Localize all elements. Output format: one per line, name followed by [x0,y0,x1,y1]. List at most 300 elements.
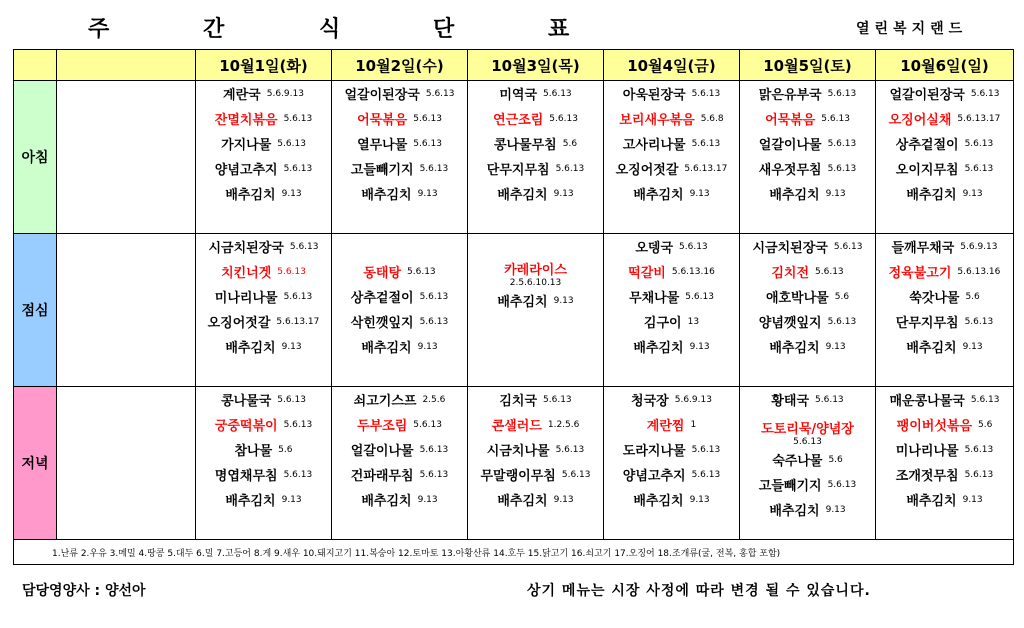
menu-item [740,334,875,359]
dish-name: 콩나물국 [221,394,272,409]
menu-item [876,487,1013,512]
allergen-codes: 9.13 [962,494,983,505]
dish-name: 들깨무채국 [891,241,955,256]
weekly-menu-table [13,49,1014,565]
dish-name: 어묵볶음 [357,113,408,128]
page-title [0,0,1024,50]
allergen-codes: 9.13 [962,188,983,199]
dish-name: 배추김치 [769,504,820,519]
dish-name: 콘샐러드 [491,419,542,434]
dish-name: 두부조림 [357,419,408,434]
dish-name: 배추김치 [497,295,548,310]
menu-item [196,334,331,359]
dish-name: 배추김치 [906,188,957,203]
dish-name: 가지나물 [221,138,272,153]
menu-item [740,156,875,181]
allergen-codes: 5.6.13 [283,419,313,430]
change-notice: 상기 메뉴는 시장 사정에 따라 변경 될 수 있습니다. [527,583,871,599]
dish-name: 김치전 [771,266,810,281]
menu-item [196,106,331,131]
dish-name: 양념고추지 [214,163,278,178]
menu-item [468,259,603,288]
menu-item [468,181,603,206]
menu-item [876,181,1013,206]
menu-item [740,81,875,106]
menu-cell [876,234,1014,387]
menu-item [332,462,467,487]
allergen-codes: 5.6.13 [413,113,442,124]
allergen-codes: 5.6.13 [964,444,994,455]
menu-item [604,487,739,512]
allergen-codes: 9.13 [689,341,710,352]
allergen-codes: 2.5.6 [422,394,446,405]
dish-name: 미나리나물 [214,291,278,306]
menu-item [468,437,603,462]
allergen-codes: 9.13 [553,188,574,199]
dish-name: 고사리나물 [622,138,686,153]
allergen-codes: 9.13 [689,494,710,505]
menu-item [604,131,739,156]
meal-row [14,387,1014,540]
dish-name: 팽이버섯볶음 [896,419,973,434]
day-header: 10월3일(목) [468,50,604,81]
menu-item [876,131,1013,156]
allergen-codes: 5.6 [562,138,578,149]
allergen-codes: 5.6.8 [700,113,724,124]
menu-item [332,131,467,156]
menu-item [468,81,603,106]
day-header: 10월4일(금) [604,50,740,81]
dish-name: 단무지무침 [895,316,959,331]
meal-label: 저녁 [14,387,57,540]
allergen-codes: 5.6.13 [283,291,313,302]
dish-name: 얼갈이된장국 [889,88,965,103]
allergen-codes: 5.6 [278,444,293,455]
menu-cell [332,81,468,234]
menu-item [604,259,739,284]
dish-name: 얼갈이나물 [758,138,822,153]
allergen-codes: 9.13 [281,188,302,199]
menu-item [332,156,467,181]
dish-name: 미역국 [499,88,538,103]
allergen-codes: 9.13 [281,341,302,352]
dish-name: 쇠고기스프 [353,394,417,409]
dish-name: 고들빼기지 [758,479,822,494]
allergen-codes: 5.6.13 [419,469,449,480]
menu-item [468,387,603,412]
menu-item [876,156,1013,181]
allergen-codes: 5.6.13 [407,266,436,277]
menu-item [332,487,467,512]
dish-name: 얼갈이된장국 [344,88,420,103]
menu-item [604,309,739,334]
menu-item [604,106,739,131]
day-header: 10월2일(수) [332,50,468,81]
dish-name: 열무나물 [357,138,408,153]
allergen-codes: 5.6.13 [283,113,313,124]
allergen-codes: 2.5.6.10.13 [509,278,562,288]
dish-name: 참나물 [234,444,273,459]
allergen-codes: 5.6.13 [691,469,721,480]
dish-name: 오징어실채 [888,113,952,128]
menu-item [740,412,875,447]
dish-name: 연근조림 [493,113,544,128]
menu-cell [604,387,740,540]
allergen-codes: 5.6.13 [821,113,850,124]
dish-name: 상추겉절이 [895,138,959,153]
allergen-codes: 5.6.13 [970,394,1000,405]
dish-name: 어묵볶음 [765,113,816,128]
allergen-codes: 5.6.13 [964,163,994,174]
allergen-codes: 5.6.13.16 [957,266,1001,277]
title-char: 간 [203,17,225,42]
menu-cell [876,387,1014,540]
dish-name: 김치국 [499,394,538,409]
menu-cell [196,234,332,387]
menu-cell [604,81,740,234]
dish-name: 오뎅국 [635,241,674,256]
menu-item [604,284,739,309]
menu-item [196,156,331,181]
dish-name: 배추김치 [225,494,276,509]
menu-item [196,131,331,156]
menu-item [196,181,331,206]
allergen-codes: 5.6.13 [793,437,822,447]
allergen-codes: 5.6.13 [277,138,306,149]
allergen-codes: 5.6.13 [691,444,721,455]
dish-name: 카레라이스 [504,263,567,278]
menu-item [196,259,331,284]
nutritionist-name: 담당영양사 : 양선아 [22,583,146,599]
blank-column [57,387,196,540]
dish-name: 오이지무침 [895,163,959,178]
day-header: 10월1일(화) [196,50,332,81]
allergen-codes: 5.6.13 [679,241,708,252]
allergen-codes: 5.6.13 [413,419,442,430]
meal-label: 점심 [14,234,57,387]
allergen-codes: 5.6.13.16 [671,266,715,277]
menu-cell [468,81,604,234]
menu-item [740,497,875,522]
dish-name: 미나리나물 [895,444,959,459]
allergen-codes: 5.6.13 [964,138,994,149]
allergen-codes: 5.6.13 [827,316,857,327]
menu-item [876,259,1013,284]
menu-item [468,234,603,259]
title-char: 식 [319,17,341,42]
allergen-codes: 5.6.13 [833,241,863,252]
allergen-codes: 13 [687,316,700,327]
menu-item [876,437,1013,462]
allergen-codes: 5.6.13 [419,444,449,455]
allergen-codes: 5.6.13 [691,88,721,99]
dish-name: 배추김치 [633,188,684,203]
dish-name: 얼갈이나물 [350,444,414,459]
dish-name: 치킨너겟 [221,266,272,281]
menu-item [332,284,467,309]
menu-item [604,334,739,359]
dish-name: 배추김치 [361,341,412,356]
allergen-codes: 5.6.13 [964,316,994,327]
allergen-codes: 5.6.13 [827,138,857,149]
dish-name: 숙주나물 [772,454,823,469]
menu-item [876,309,1013,334]
header-corner [14,50,57,81]
allergen-codes: 5.6.13 [277,394,306,405]
menu-item [468,487,603,512]
menu-item [876,284,1013,309]
menu-item [604,437,739,462]
title-char: 주 [88,17,110,42]
day-header: 10월5일(토) [740,50,876,81]
allergen-codes: 5.6 [834,291,850,302]
allergen-codes: 5.6.9.13 [266,88,304,99]
allergen-codes: 9.13 [417,341,438,352]
meal-label: 아침 [14,81,57,234]
dish-name: 청국장 [631,394,669,409]
allergen-codes: 9.13 [281,494,302,505]
allergen-codes: 5.6.13 [419,163,449,174]
dish-name: 건파래무침 [350,469,414,484]
dish-name: 양념깻잎지 [758,316,822,331]
menu-cell [740,234,876,387]
menu-item [332,106,467,131]
allergen-codes: 5.6.13 [283,163,313,174]
dish-name: 도라지나물 [622,444,686,459]
menu-cell [740,387,876,540]
menu-item [876,412,1013,437]
menu-item [332,412,467,437]
dish-name: 잔멸치볶음 [214,113,278,128]
allergen-codes: 5.6.9.13 [674,394,712,405]
menu-cell [468,387,604,540]
menu-item [196,437,331,462]
menu-item [604,81,739,106]
dish-name: 배추김치 [906,494,957,509]
allergen-codes: 5.6.13 [691,138,721,149]
menu-item [332,234,467,259]
menu-item [740,309,875,334]
dish-name: 김구이 [643,316,682,331]
menu-item [876,106,1013,131]
menu-item [332,81,467,106]
menu-item [604,156,739,181]
dish-name: 보리새우볶음 [619,113,695,128]
day-header-row [14,50,1014,81]
menu-item [876,334,1013,359]
allergen-codes: 5.6.13 [827,163,857,174]
dish-name: 계란국 [223,88,261,103]
allergen-codes: 5.6.13 [543,88,572,99]
dish-name: 배추김치 [906,341,957,356]
menu-item [740,234,875,259]
allergen-codes: 9.13 [689,188,710,199]
allergen-codes: 5.6 [828,454,843,465]
allergen-codes: 5.6.13.17 [684,163,728,174]
menu-item [196,462,331,487]
allergen-codes: 9.13 [962,341,983,352]
menu-cell [604,234,740,387]
dish-name: 삭힌깻잎지 [350,316,414,331]
dish-name: 양념고추지 [622,469,686,484]
menu-item [332,437,467,462]
dish-name: 오징어젓갈 [615,163,679,178]
menu-item [604,387,739,412]
dish-name: 시금치된장국 [752,241,828,256]
menu-item [332,309,467,334]
allergen-codes: 5.6 [978,419,993,430]
menu-item [468,156,603,181]
menu-cell [332,387,468,540]
title-char: 단 [433,17,455,42]
allergen-codes: 5.6.13 [555,163,585,174]
allergen-codes: 5.6.13 [419,316,449,327]
menu-item [740,472,875,497]
menu-cell [468,234,604,387]
menu-item [332,181,467,206]
allergen-codes: 1.2.5.6 [547,419,580,430]
allergen-codes: 5.6.13 [413,138,442,149]
dish-name: 조개젓무침 [895,469,959,484]
menu-item [196,412,331,437]
allergen-codes: 9.13 [553,494,574,505]
allergen-codes: 5.6.13 [289,241,319,252]
allergen-codes: 9.13 [553,295,574,306]
dish-name: 시금치나물 [486,444,550,459]
dish-name: 매운콩나물국 [889,394,965,409]
dish-name: 배추김치 [225,188,276,203]
menu-item [196,309,331,334]
dish-name: 궁중떡볶이 [214,419,278,434]
menu-item [332,334,467,359]
allergen-codes: 9.13 [825,504,846,515]
menu-item [468,131,603,156]
menu-item [876,234,1013,259]
menu-item [740,131,875,156]
dish-name: 배추김치 [633,494,684,509]
allergen-codes: 5.6.13 [815,394,844,405]
dish-name: 배추김치 [225,341,276,356]
menu-item [332,387,467,412]
dish-name: 쑥갓나물 [909,291,960,306]
menu-item [196,81,331,106]
dish-name: 배추김치 [633,341,684,356]
allergen-codes: 5.6.13 [561,469,591,480]
dish-name: 동태탕 [363,266,402,281]
dish-name: 새우젓무침 [758,163,822,178]
menu-item [876,81,1013,106]
menu-item [604,181,739,206]
menu-item [876,387,1013,412]
menu-cell [196,387,332,540]
allergen-codes: 9.13 [417,188,438,199]
menu-cell [332,234,468,387]
dish-name: 무채나물 [629,291,680,306]
menu-item [196,284,331,309]
dish-name: 명엽채무침 [214,469,278,484]
dish-name: 무말랭이무침 [480,469,556,484]
menu-item [740,284,875,309]
allergen-codes: 5.6.13 [685,291,714,302]
day-header: 10월6일(일) [876,50,1014,81]
blank-column [57,234,196,387]
allergen-codes: 5.6.13 [827,479,857,490]
allergen-codes: 9.13 [825,341,846,352]
dish-name: 도토리묵/양념장 [761,422,854,437]
dish-name: 오징어젓갈 [207,316,271,331]
title-char: 표 [548,17,570,42]
organization-name: 열린복지랜드 [856,21,968,37]
menu-item [740,106,875,131]
menu-item [604,234,739,259]
menu-cell [196,81,332,234]
menu-item [740,259,875,284]
menu-item [468,288,603,313]
dish-name: 배추김치 [361,494,412,509]
blank-column [57,81,196,234]
dish-name: 배추김치 [497,494,548,509]
allergen-codes: 5.6.13 [970,88,1000,99]
allergen-codes: 5.6.13 [815,266,844,277]
allergen-codes: 5.6.13.17 [957,113,1001,124]
dish-name: 콩나물무침 [493,138,557,153]
dish-name: 배추김치 [769,341,820,356]
menu-item [876,462,1013,487]
allergen-codes: 5.6.13 [555,444,585,455]
dish-name: 단무지무침 [486,163,550,178]
allergen-codes: 5.6.13 [283,469,313,480]
dish-name: 황태국 [771,394,810,409]
menu-item [740,387,875,412]
menu-item [468,462,603,487]
dish-name: 배추김치 [361,188,412,203]
allergen-legend: 1.난류 2.우유 3.메밀 4.땅콩 5.대두 6.밀 7.고등어 8.게 9.새우 10.돼지고기 11.복숭아 12.토마토 13.아황산류 14.호두 15.닭고기 16.쇠고기 17.오징어 18.조개류(굴, 전복, 홍합 포함) [14,540,1014,565]
dish-name: 계란찜 [646,419,685,434]
dish-name: 시금치된장국 [208,241,284,256]
allergen-codes: 5.6.13 [425,88,455,99]
allergen-codes: 5.6.13 [827,88,857,99]
menu-item [332,259,467,284]
allergen-codes: 9.13 [825,188,846,199]
dish-name: 상추겉절이 [350,291,414,306]
allergen-codes: 5.6.13 [549,113,578,124]
menu-item [196,234,331,259]
menu-item [468,412,603,437]
allergen-codes: 5.6.13 [277,266,306,277]
dish-name: 배추김치 [497,188,548,203]
menu-item [196,487,331,512]
dish-name: 고들빼기지 [350,163,414,178]
allergen-codes: 5.6.9.13 [960,241,998,252]
dish-name: 정육불고기 [888,266,952,281]
dish-name: 떡갈비 [628,266,666,281]
dish-name: 아욱된장국 [622,88,686,103]
allergen-codes: 5.6.13 [419,291,449,302]
menu-item [740,181,875,206]
allergen-codes: 1 [690,419,697,430]
menu-item [196,387,331,412]
header-corner [57,50,196,81]
menu-item [740,447,875,472]
meal-row [14,234,1014,387]
menu-item [604,412,739,437]
allergen-codes: 5.6.13.17 [276,316,320,327]
allergen-codes: 5.6 [965,291,980,302]
menu-cell [876,81,1014,234]
dish-name: 배추김치 [769,188,820,203]
menu-cell [740,81,876,234]
menu-item [468,106,603,131]
